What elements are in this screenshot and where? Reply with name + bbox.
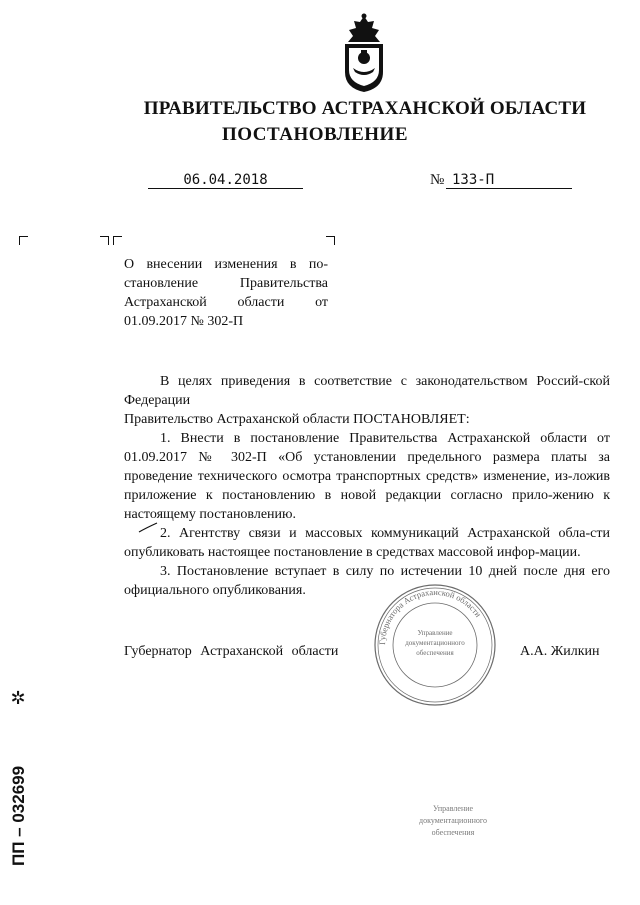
government-title: ПРАВИТЕЛЬСТВО АСТРАХАНСКОЙ ОБЛАСТИ <box>143 98 587 119</box>
resolution-clause: Правительство Астраханской области ПОСТАНОВЛЯЕТ: <box>124 412 470 427</box>
signatory-position: Губернатор Астраханской области <box>124 644 339 659</box>
subject-line: 01.09.2017 № 302-П <box>124 314 244 329</box>
official-stamp <box>372 582 498 708</box>
stamp-center-line: Управление <box>417 629 453 637</box>
document-body <box>124 372 610 600</box>
rect-stamp-line: Управление <box>432 804 474 813</box>
stamp-center-line: обеспечения <box>416 649 454 657</box>
stamp-ring-text: Губернатора Астраханской области <box>376 586 484 646</box>
department-stamp <box>405 793 501 851</box>
serial-mark: ✲ <box>10 690 26 709</box>
body-item: 1. Внести в постановление Правительства Астраханской области от 01.09.2017 № 302-П «Об установлении предельного размера платы за проведение технического осмотра транспортных средств» изменение, из-ложив приложение к постановлению в новой редакции согласно прило-жению к настоящему постановлению. <box>124 431 610 522</box>
preamble: В целях приведения в соответствие с законодательством Россий-ской Федерации <box>124 374 610 408</box>
serial-number <box>2 690 32 870</box>
body-item: 2. Агентству связи и массовых коммуникаций Астраханской обла-сти опубликовать настоящее постановление в средствах массовой инфор-мации. <box>124 526 610 560</box>
corner-mark <box>113 236 122 245</box>
subject-line: становление Правительства <box>124 276 328 291</box>
number-sign: № <box>430 172 445 188</box>
corner-mark <box>19 236 28 245</box>
subject-line: Астраханской области от <box>124 295 328 310</box>
document-date: 06.04.2018 <box>148 172 303 189</box>
corner-mark <box>326 236 335 245</box>
serial-text: ПП – 032699 <box>9 765 28 866</box>
rect-stamp-line: документационного <box>419 816 487 825</box>
body-item: 3. Постановление вступает в силу по истечении 10 дней после дня его официального опубликования. <box>124 564 610 598</box>
corner-mark <box>100 236 109 245</box>
coat-of-arms-emblem <box>339 12 389 94</box>
document-subject <box>124 255 328 331</box>
subject-line: О внесении изменения в по- <box>124 257 328 272</box>
stamp-center-line: документационного <box>405 639 465 647</box>
handwritten-mark <box>138 522 158 534</box>
document-type: ПОСТАНОВЛЕНИЕ <box>221 124 409 145</box>
signatory-name: А.А. Жилкин <box>520 644 600 659</box>
document-number: 133-П <box>446 172 572 189</box>
rect-stamp-line: обеспечения <box>431 828 475 837</box>
